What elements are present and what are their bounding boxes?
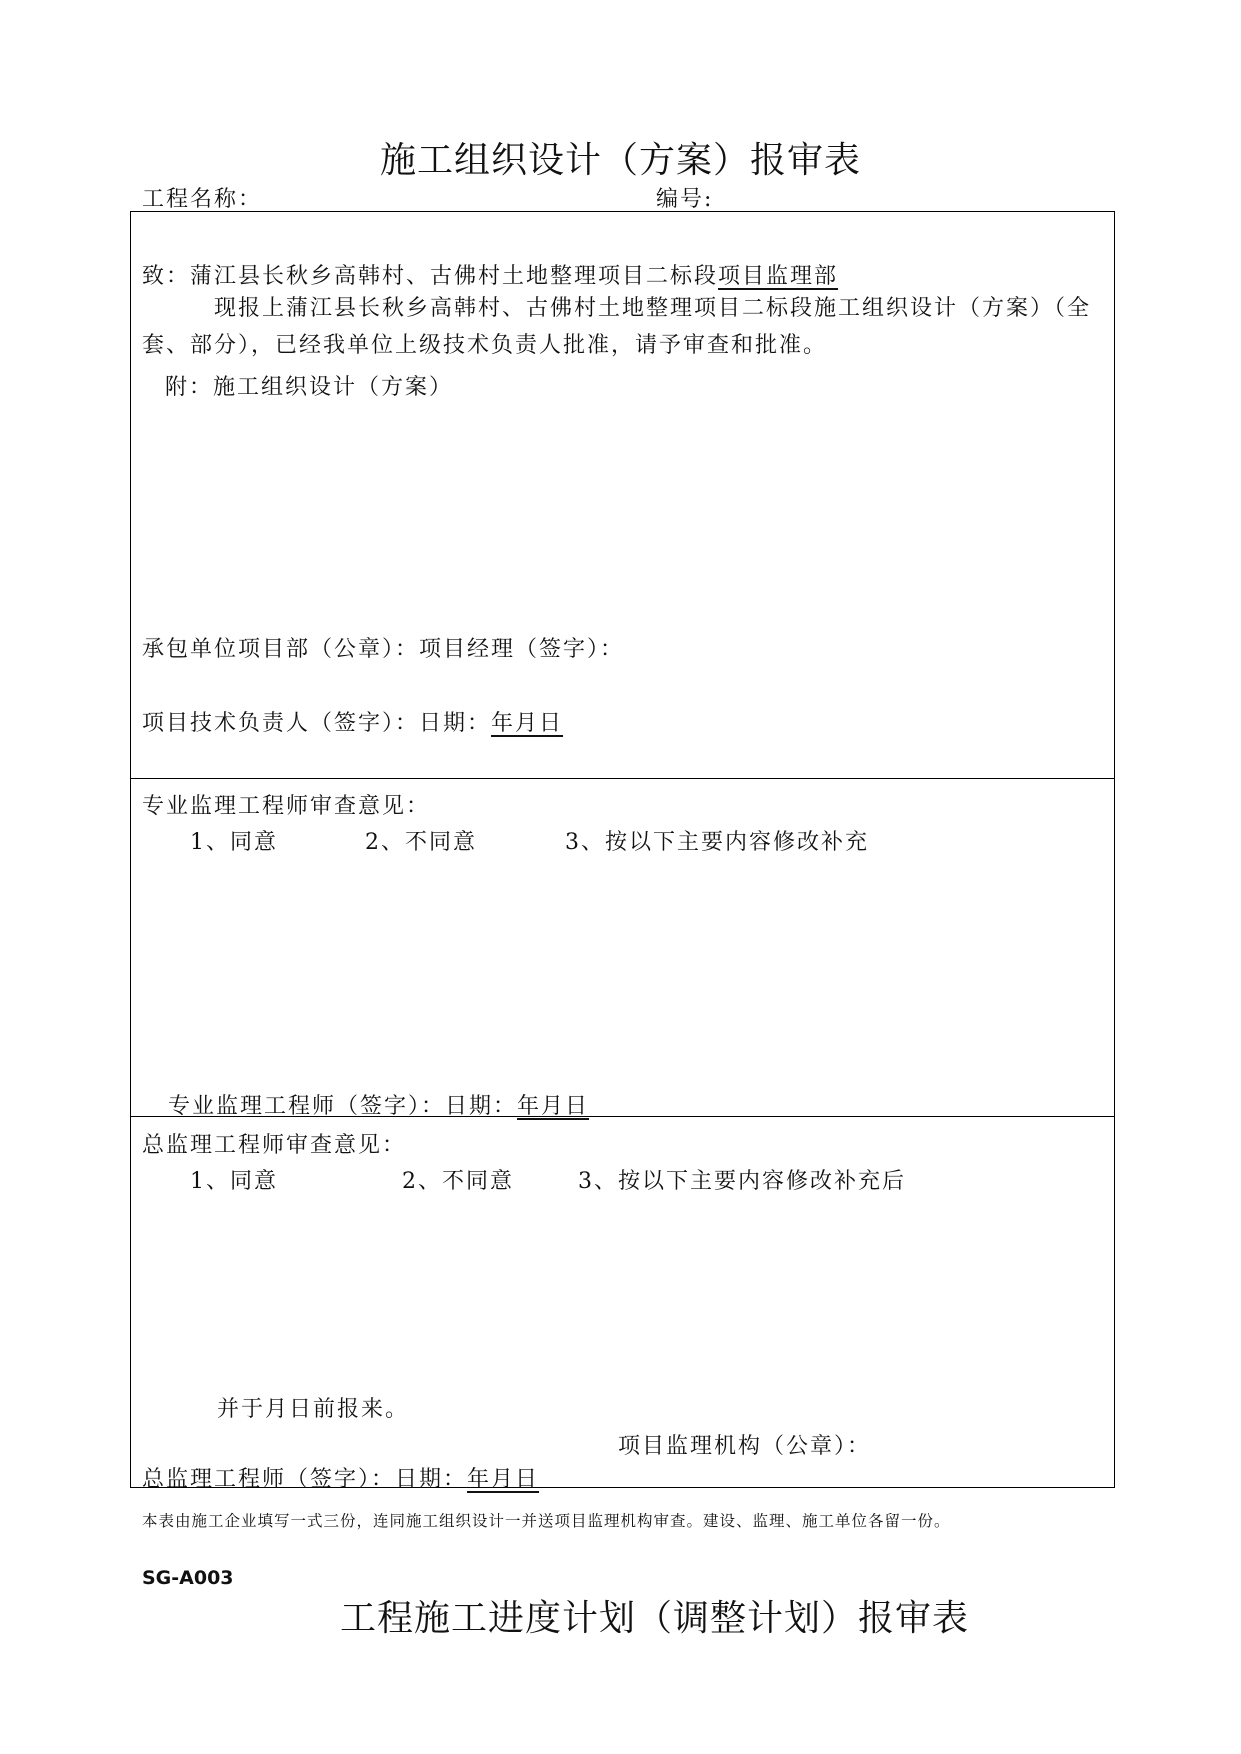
specialist-option-agree: 1、同意 bbox=[190, 830, 278, 855]
specialist-signature-line bbox=[168, 1089, 589, 1120]
addressee-prefix: 致： bbox=[142, 264, 191, 289]
form-title: 施工组织设计（方案）报审表 bbox=[380, 140, 862, 181]
chief-signature-label: 总监理工程师（签字）：日期： bbox=[142, 1467, 468, 1492]
addressee-body: 蒲江县长秋乡高韩村、古佛村土地整理项目二标段 bbox=[190, 264, 719, 289]
number-label: 编号: bbox=[656, 187, 714, 212]
specialist-signature-label: 专业监理工程师（签字）：日期： bbox=[168, 1094, 518, 1119]
submission-text: 现报上蒲江县长秋乡高韩村、古佛村土地整理项目二标段施工组织设计（方案）（全套、部分），已经我单位上级技术负责人批准，请予审查和批准。 bbox=[142, 296, 1092, 358]
supervision-org-seal: 项目监理机构（公章）： bbox=[618, 1434, 872, 1459]
tech-lead-date: 年月日 bbox=[491, 711, 564, 736]
chief-option-revise: 3、按以下主要内容修改补充后 bbox=[578, 1169, 906, 1194]
chief-review-heading: 总监理工程师审查意见： bbox=[142, 1133, 407, 1158]
tech-lead-signature-line bbox=[142, 706, 563, 737]
specialist-option-revise: 3、按以下主要内容修改补充 bbox=[565, 830, 869, 855]
chief-signature-line bbox=[142, 1462, 539, 1493]
specialist-signature-date: 年月日 bbox=[517, 1094, 590, 1119]
contractor-signature-line: 承包单位项目部（公章）：项目经理（签字）： bbox=[142, 637, 625, 662]
tech-lead-label: 项目技术负责人（签字）：日期： bbox=[142, 711, 492, 736]
chief-option-agree: 1、同意 bbox=[190, 1169, 278, 1194]
specialist-review-heading: 专业监理工程师审查意见： bbox=[142, 794, 431, 819]
form-footnote: 本表由施工企业填写一式三份，连同施工组织设计一并送项目监理机构审查。建设、监理、施工单位各留一份。 bbox=[142, 1512, 951, 1530]
chief-signature-date: 年月日 bbox=[467, 1467, 540, 1492]
project-name-label: 工程名称： bbox=[142, 187, 263, 212]
chief-deadline-line: 并于月日前报来。 bbox=[217, 1397, 410, 1422]
specialist-option-disagree: 2、不同意 bbox=[365, 830, 477, 855]
attachment-line: 附：施工组织设计（方案） bbox=[165, 375, 454, 400]
addressee-recipient: 项目监理部 bbox=[718, 264, 839, 289]
chief-option-disagree: 2、不同意 bbox=[402, 1169, 514, 1194]
next-form-code: SG-A003 bbox=[142, 1567, 234, 1589]
section-divider-1 bbox=[130, 778, 1115, 779]
next-form-title: 工程施工进度计划（调整计划）报审表 bbox=[340, 1598, 970, 1639]
addressee-line bbox=[142, 259, 838, 290]
